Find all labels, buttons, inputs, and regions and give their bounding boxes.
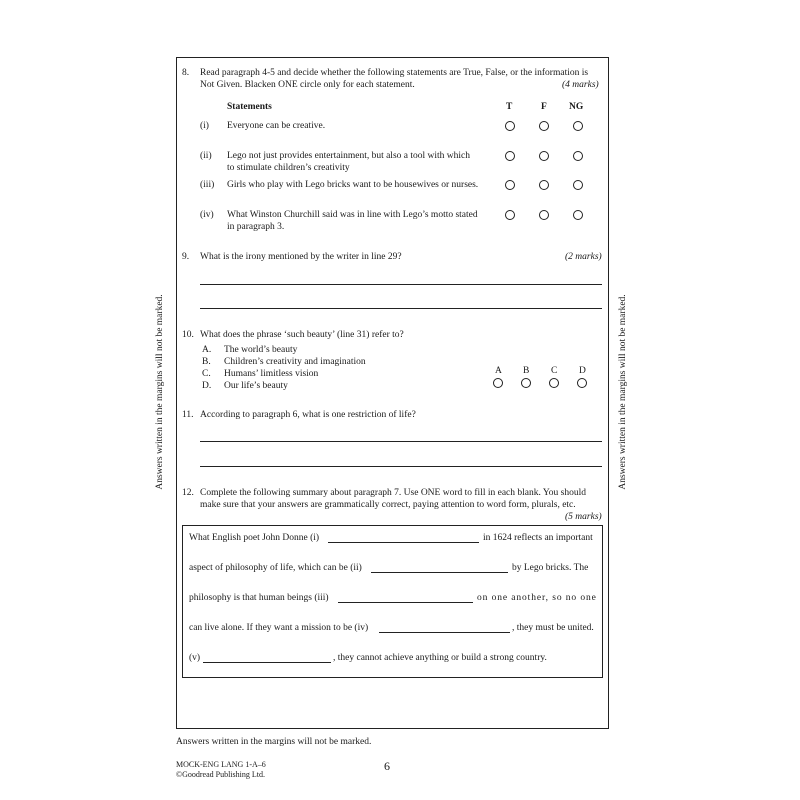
q8-col-t: T [506,102,513,112]
q8-iv-f-circle[interactable] [539,210,549,220]
q8-iv-ng-circle[interactable] [573,210,583,220]
q8-item-text: What Winston Churchill said was in line with Lego’s motto stated [227,210,478,220]
q10-option-letter: A. [202,345,212,355]
q9-marks: (2 marks) [565,252,602,262]
summary-text: , they cannot achieve anything or build a strong country. [333,653,547,663]
blank-v[interactable] [203,662,331,663]
q10-a-circle[interactable] [493,378,503,388]
q10-text: What does the phrase ‘such beauty’ (line 31) refer to? [200,330,404,340]
q10-option-text: Humans’ limitless vision [224,369,319,379]
q8-item-number: (ii) [200,151,212,161]
q8-iv-t-circle[interactable] [505,210,515,220]
q8-ii-ng-circle[interactable] [573,151,583,161]
q8-item-text: Everyone can be creative. [227,121,326,131]
q8-ii-t-circle[interactable] [505,151,515,161]
summary-text: aspect of philosophy of life, which can be (ii) [189,563,362,573]
q8-col-statements: Statements [227,102,272,112]
q8-item-text-line2: in paragraph 3. [227,222,285,232]
page-number: 6 [384,759,390,773]
q9-text: What is the irony mentioned by the writer in line 29? [200,252,402,262]
q11-number: 11. [182,410,194,420]
q10-circle-label-a: A [495,366,502,376]
q12-instruction-line1: Complete the following summary about paragraph 7. Use ONE word to fill in each blank. You should [200,488,587,498]
summary-text: philosophy is that human beings (iii) [189,593,329,603]
q9-answer-line-1[interactable] [200,284,602,285]
q10-option-letter: D. [202,381,212,391]
footer-publisher: ©Goodread Publishing Ltd. [176,770,265,779]
footer-code: MOCK-ENG LANG 1-A–6 [176,760,266,769]
summary-text: , they must be united. [512,623,594,633]
q10-option-text: Our life’s beauty [224,381,288,391]
q8-item-number: (i) [200,121,209,131]
q10-number: 10. [182,330,194,340]
q10-option-text: The world’s beauty [224,345,298,355]
blank-ii[interactable] [371,572,508,573]
q8-number: 8. [182,68,190,78]
q8-item-text-line2: to stimulate children’s creativity [227,163,350,173]
summary-text: by Lego bricks. The [512,563,589,573]
q12-instruction-line2: make sure that your answers are grammatically correct, paying attention to word form, plurals, etc. [200,500,576,510]
q11-answer-line-1[interactable] [200,441,602,442]
q8-i-t-circle[interactable] [505,121,515,131]
q11-text: According to paragraph 6, what is one restriction of life? [200,410,416,420]
q8-item-text: Girls who play with Lego bricks want to be housewives or nurses. [227,180,479,190]
footer-margin-note: Answers written in the margins will not be marked. [176,737,372,747]
q8-i-ng-circle[interactable] [573,121,583,131]
blank-iii[interactable] [338,602,473,603]
q8-col-f: F [541,102,547,112]
q9-answer-line-2[interactable] [200,308,602,309]
summary-text: What English poet John Donne (i) [189,533,320,543]
blank-iv[interactable] [379,632,510,633]
q10-option-letter: C. [202,369,211,379]
summary-text: on one another, so no one [477,593,597,603]
q8-instruction-line1: Read paragraph 4-5 and decide whether the following statements are True, False, or the information is [200,68,589,78]
summary-text: in 1624 reflects an important [483,533,593,543]
q8-iii-t-circle[interactable] [505,180,515,190]
q11-answer-line-2[interactable] [200,466,602,467]
q8-item-number: (iv) [200,210,214,220]
q8-item-number: (iii) [200,180,215,190]
q8-instruction-line2: Not Given. Blacken ONE circle only for each statement. [200,80,415,90]
summary-text: (v) [189,653,201,663]
q12-marks: (5 marks) [565,512,602,522]
q10-circle-label-c: C [551,366,558,376]
q10-c-circle[interactable] [549,378,559,388]
q8-marks: (4 marks) [562,80,599,90]
q8-iii-ng-circle[interactable] [573,180,583,190]
q10-circle-label-d: D [579,366,586,376]
q9-number: 9. [182,252,190,262]
q10-option-text: Children’s creativity and imagination [224,357,366,367]
q8-ii-f-circle[interactable] [539,151,549,161]
q8-iii-f-circle[interactable] [539,180,549,190]
summary-text: can live alone. If they want a mission to be (iv) [189,623,369,633]
blank-i[interactable] [328,542,479,543]
q10-circle-label-b: B [523,366,530,376]
q12-number: 12. [182,488,194,498]
q10-option-letter: B. [202,357,211,367]
q10-d-circle[interactable] [577,378,587,388]
q8-i-f-circle[interactable] [539,121,549,131]
q8-item-text: Lego not just provides entertainment, but also a tool with which [227,151,470,161]
q8-col-ng: NG [569,102,584,112]
q10-b-circle[interactable] [521,378,531,388]
